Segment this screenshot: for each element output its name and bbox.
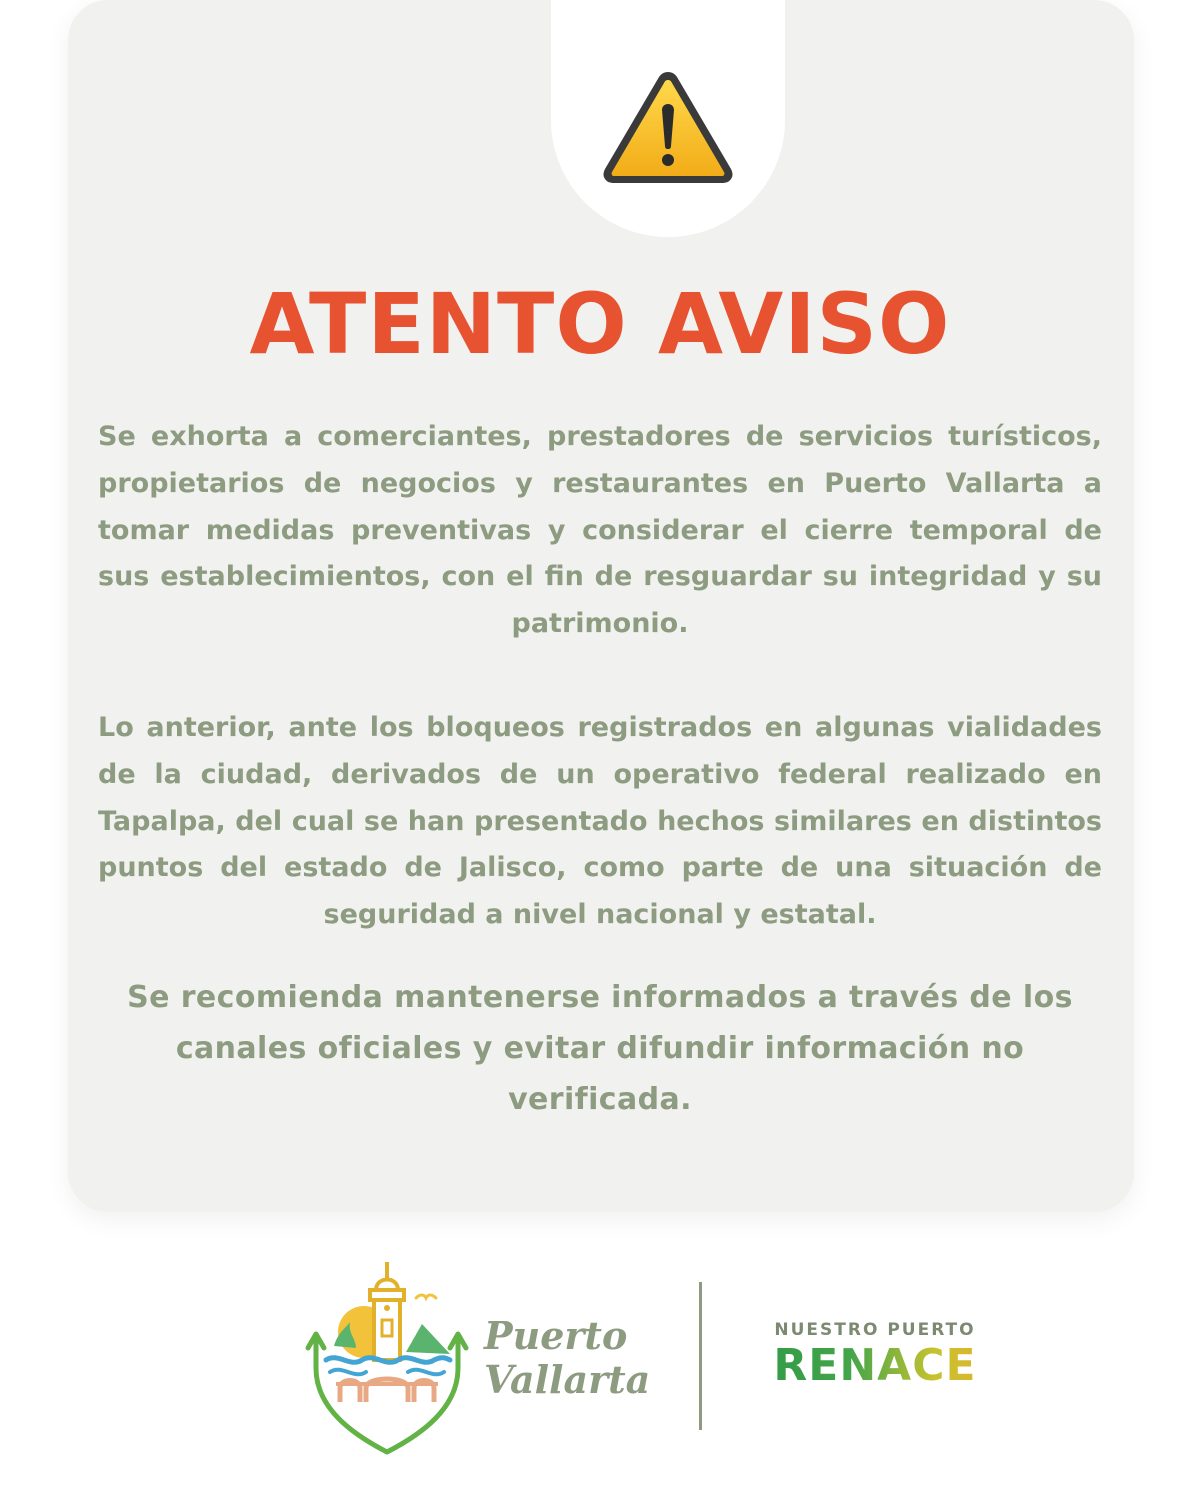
notice-recommendation: Se recomienda mantenerse informados a través de los canales oficiales y evitar difundir información no verificada.: [127, 980, 1073, 1117]
notice-paragraph-1: Se exhorta a comerciantes, prestadores de servicios turísticos, propietarios de negocios y restaurantes en Puerto Vallarta a tomar medidas preventivas y considerar el cierre temporal de sus establecimientos, con el fin de resguardar su integridad y su patrimonio.: [98, 421, 1102, 640]
wordmark-line-1: Puerto: [484, 1313, 628, 1358]
slogan-renace: RENACE: [755, 1340, 995, 1392]
warning-triangle-icon: [599, 66, 737, 184]
wordmark-line-2: Vallarta: [484, 1357, 651, 1402]
footer-divider: [699, 1282, 702, 1430]
notice-title: ATENTO AVISO: [249, 275, 951, 373]
slogan-kicker: NUESTRO PUERTO: [774, 1320, 976, 1340]
warning-badge: [551, 0, 785, 237]
notice-paragraph-2: Lo anterior, ante los bloqueos registrados en algunas vialidades de la ciudad, derivados de un operativo federal realizado en Tapalpa, del cual se han presentado hechos similares en distintos puntos del estado de Jalisco, como parte de una situación de seguridad a nivel nacional y estatal.: [98, 712, 1102, 931]
puerto-vallarta-wordmark: [484, 1314, 650, 1402]
puerto-vallarta-crest-logo: [304, 1256, 470, 1456]
